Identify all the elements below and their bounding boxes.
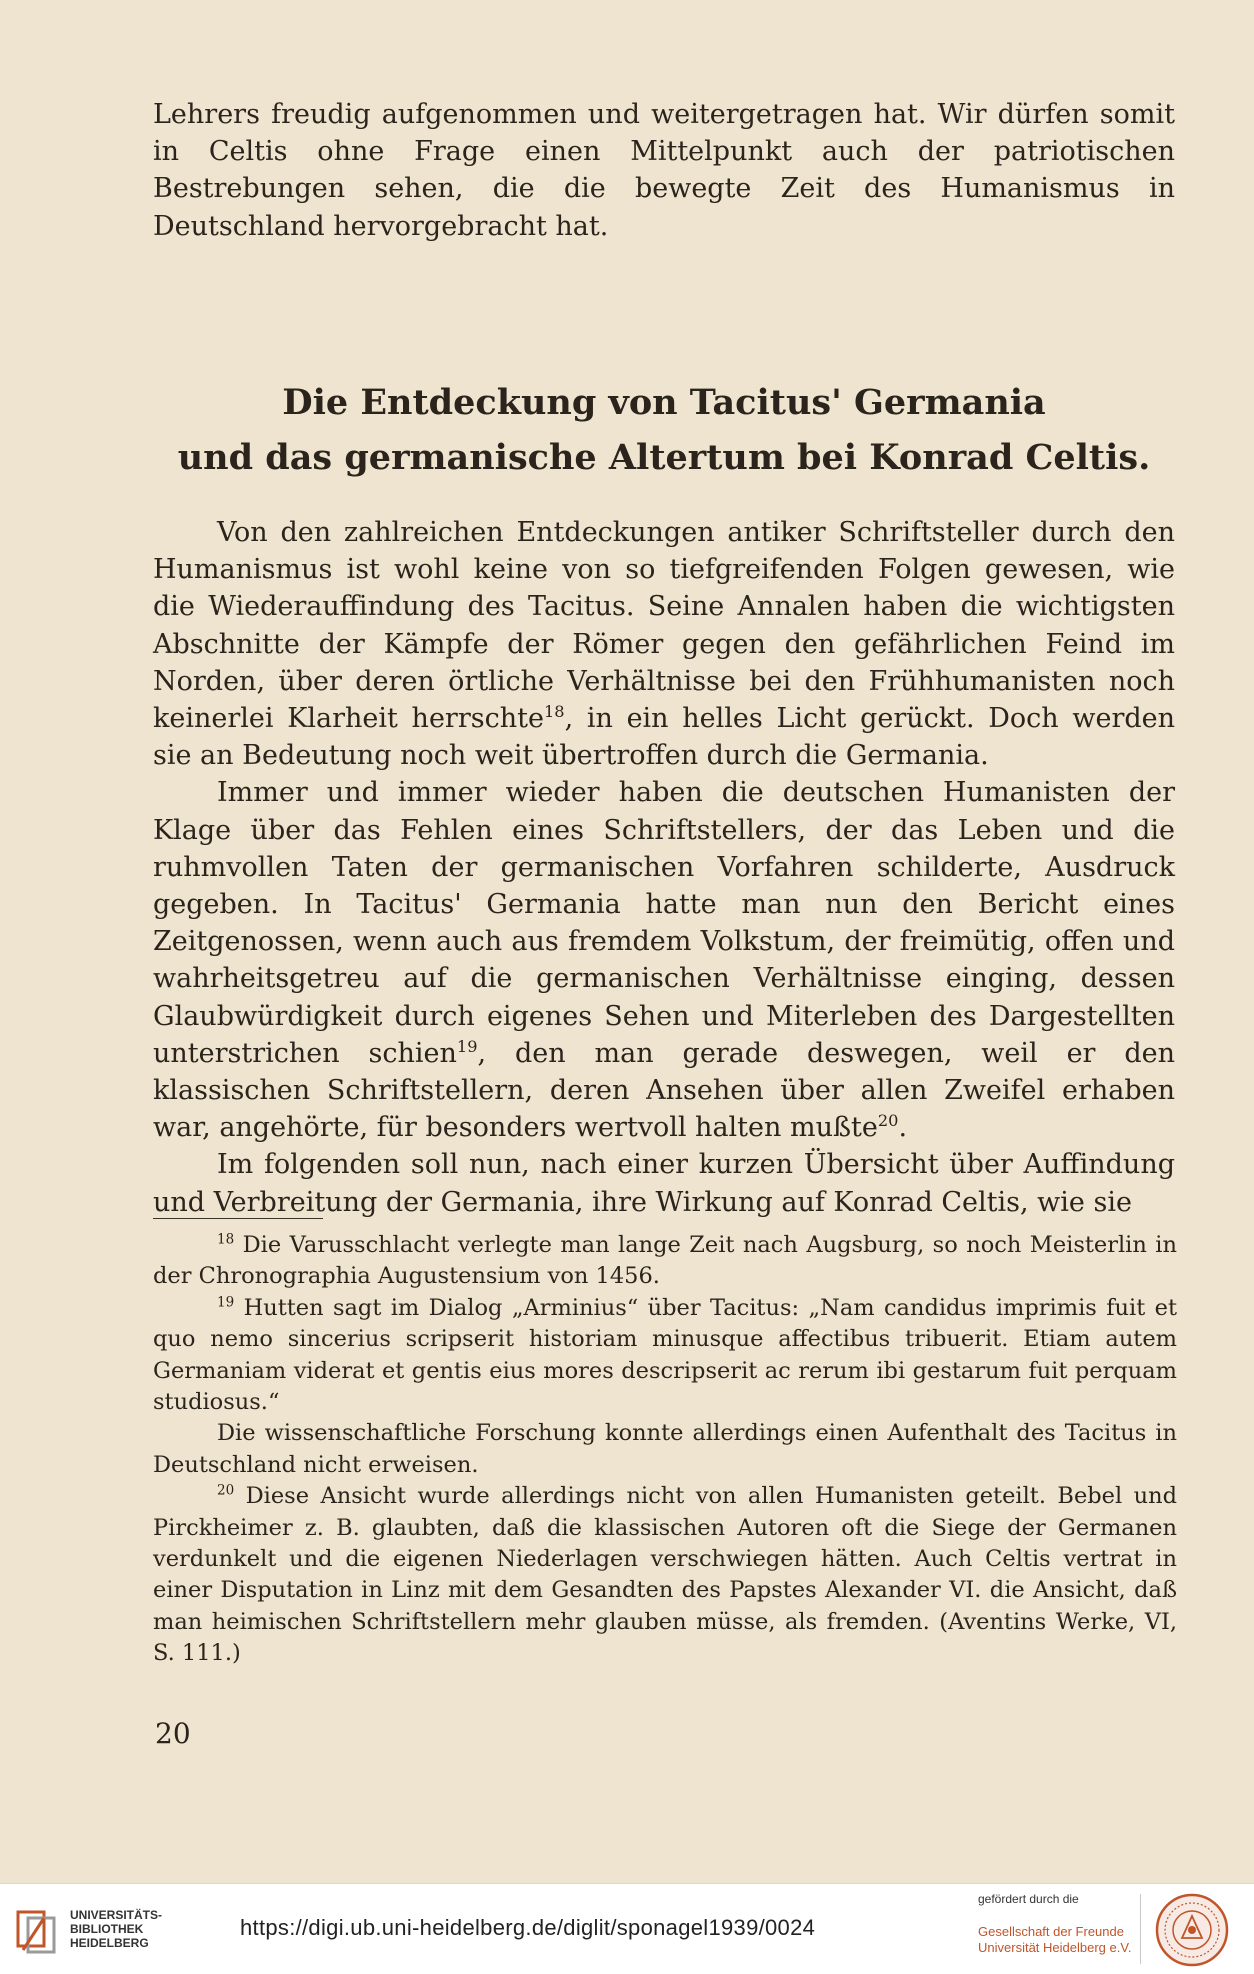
footnote-number: 18: [217, 1231, 235, 1248]
sponsor-name-line: Universität Heidelberg e.V.: [978, 1940, 1132, 1955]
footnote-number: 20: [217, 1482, 235, 1499]
sponsor-name-line: Gesellschaft der Freunde: [978, 1924, 1124, 1939]
university-library-logo-icon[interactable]: [14, 1904, 60, 1956]
library-name: [70, 1908, 162, 1950]
body-text-segment: , in ein helles Licht gerückt. Doch werden sie an Bedeutung noch weit übertroffen durch die Germania.: [153, 703, 1176, 772]
page-number: 20: [155, 1717, 191, 1750]
footnote-text: Diese Ansicht wurde allerdings nicht von allen Humanisten geteilt. Bebel und Pirckheimer z. B. glaubten, daß die klassischen Autoren oft die Siege der Germanen verdunkelt und die eigenen Niederlagen verschwiegen hätten. Auch Celtis vertrat in einer Disputation in Linz mit dem Gesandten des Papstes Alexander VI. die Ansicht, daß man heimischen Schriftstellern mehr glauben müsse, als fremden. (Aventins Werke, VI, S. 111.): [153, 1483, 1177, 1667]
intro-paragraph: [153, 96, 1175, 245]
footnote-ref-20[interactable]: 20: [877, 1111, 899, 1131]
footnote-18: [153, 1230, 1177, 1293]
intro-text: Lehrers freudig aufgenommen und weitergetragen hat. Wir dürfen somit in Celtis ohne Frage einen Mittelpunkt auch der patriotischen Bestrebungen sehen, die die bewegte Zeit des Humanismus in Deutschland hervorgebracht hat.: [153, 99, 1175, 242]
footer-divider: [1140, 1894, 1141, 1964]
body-text-segment: Immer und immer wieder haben die deutschen Humanisten der Klage über das Fehlen eines Schriftstellers, der das Leben und die ruhmvollen Taten der germanischen Vorfahren schilderte, Ausdruck gegeben. In Tacitus' Germania hatte man nun den Bericht eines Zeitgenossen, wenn auch aus fremdem Volkstum, der freimütig, offen und wahrheitsgetreu auf die germanischen Verhältnisse einging, dessen Glaubwürdigkeit durch eigenes Sehen und Miterleben des Dargestellten unterstrichen schien: [153, 777, 1175, 1069]
university-seal-icon[interactable]: [1154, 1892, 1230, 1968]
heading-line-2: und das germanische Altertum bei Konrad Celtis.: [177, 437, 1151, 478]
body-text: [153, 514, 1175, 1221]
body-paragraph-2: [153, 774, 1175, 1146]
footnote-divider: [153, 1218, 323, 1219]
body-paragraph-3: Im folgenden soll nun, nach einer kurzen Übersicht über Auffindung und Verbreitung der Germania, ihre Wirkung auf Konrad Celtis, wie sie: [153, 1149, 1175, 1218]
viewer-footer: [0, 1883, 1254, 1974]
sponsor-name[interactable]: [978, 1924, 1131, 1956]
sponsor-label: gefördert durch die: [978, 1892, 1079, 1906]
footnote-19-continuation: Die wissenschaftliche Forschung konnte allerdings einen Aufenthalt des Tacitus in Deutschland nicht erweisen.: [153, 1420, 1177, 1478]
footnote-ref-18[interactable]: 18: [543, 702, 565, 722]
body-text-segment: , den man gerade deswegen, weil er den klassischen Schriftstellern, deren Ansehen über allen Zweifel erhaben war, angehörte, für besonders wertvoll halten mußte: [153, 1037, 1175, 1144]
footnote-ref-19[interactable]: 19: [456, 1036, 478, 1056]
footnote-20: [153, 1481, 1177, 1669]
library-name-line: UNIVERSITÄTS-: [70, 1908, 163, 1922]
footnote-text: Hutten sagt im Dialog „Arminius“ über Tacitus: „Nam candidus imprimis fuit et quo nemo sincerius scripserit historiam minusque affectibus tribuerit. Etiam autem Germaniam viderat et gentis eius mores descripserit ac rerum ibi gestarum fuit perquam studiosus.“: [153, 1294, 1177, 1416]
footnote-text: Die Varusschlacht verlegte man lange Zeit nach Augsburg, so noch Meisterlin in der Chronographia Augustensium von 1456.: [153, 1232, 1177, 1290]
footnote-19: [153, 1293, 1177, 1419]
library-name-line: BIBLIOTHEK: [70, 1922, 144, 1936]
library-name-line: HEIDELBERG: [70, 1936, 149, 1950]
footnote-number: 19: [217, 1294, 235, 1311]
body-paragraph-1: [153, 514, 1175, 774]
footnotes: [153, 1230, 1177, 1670]
permalink-url[interactable]: https://digi.ub.uni-heidelberg.de/diglit/sponagel1939/0024: [240, 1915, 816, 1940]
body-text-segment: .: [898, 1112, 908, 1144]
body-text-segment: Von den zahlreichen Entdeckungen antiker Schriftsteller durch den Humanismus ist wohl keine von so tiefgreifenden Folgen gewesen, wie die Wiederauffindung des Tacitus. Seine Annalen haben die wichtigsten Abschnitte der Kämpfe der Römer gegen den gefährlichen Feind im Norden, über deren örtliche Verhältnisse bei den Frühhumanisten noch keinerlei Klarheit herrschte: [153, 517, 1175, 735]
chapter-heading: [153, 375, 1175, 485]
heading-line-1: Die Entdeckung von Tacitus' Germania: [282, 382, 1046, 423]
